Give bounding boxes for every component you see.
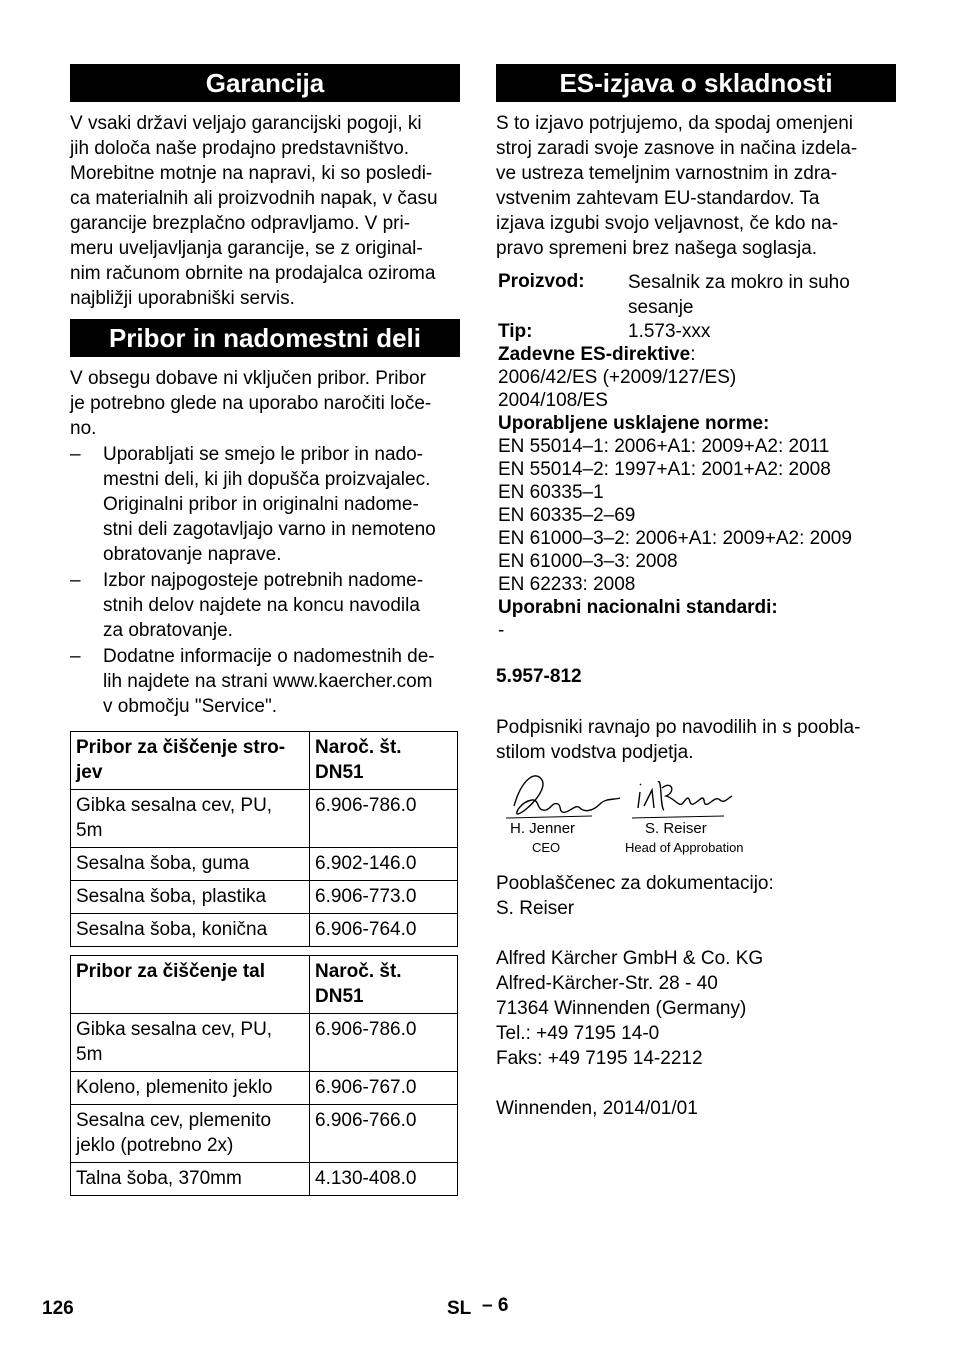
left-column bbox=[70, 64, 460, 1196]
list-item: – Dodatne informacije o nadomestnih de- lih najdete na strani www.kaercher.com v območju "Service". bbox=[70, 646, 435, 717]
accessories-intro: V obsegu dobave ni vključen pribor. Pribor je potrebno glede na uporabo naročiti loče- no. bbox=[70, 368, 432, 439]
language-code: SL bbox=[447, 1298, 472, 1319]
signer2-name: S. Reiser bbox=[645, 820, 707, 837]
table-header-cell: Naroč. št. DN51 bbox=[310, 956, 458, 1014]
type-row: Tip: 1.573-xxx bbox=[498, 321, 711, 342]
declaration-intro: S to izjavo potrjujemo, da spodaj omenjeni stroj zaradi svoje zasnove in načina izdela- ve ustreza temeljnim varnostnim in zdra- vstvenim zahtevam EU-standardov. Ta izjava izgubi svojo veljavnost, če kdo na- pravo spremeni brez našega soglasja. bbox=[496, 113, 858, 259]
table-header-row: Pribor za čiščenje tal Naroč. št. DN51 bbox=[71, 956, 458, 1014]
table-row: Sesalna šoba, plastika 6.906-773.0 bbox=[71, 881, 458, 914]
table-header-cell: Naroč. št. DN51 bbox=[310, 732, 458, 790]
machine-accessories-table bbox=[70, 731, 458, 947]
accessories-heading: Pribor in nadomestni deli bbox=[70, 319, 460, 357]
page-number: 126 bbox=[42, 1298, 74, 1319]
list-item: – Uporabljati se smejo le pribor in nado- mestni deli, ki jih dopušča proizvajalec. Originalni pribor in originalni nadome- stni deli zagotavljajo varno in nemoteno obratovanje naprave. bbox=[70, 444, 436, 565]
table-header-cell: Pribor za čiščenje stro- jev bbox=[71, 732, 310, 790]
signature-reiser-icon bbox=[632, 768, 742, 828]
norms-label: Uporabljene usklajene norme: bbox=[498, 413, 770, 434]
document-number: 5.957-812 bbox=[496, 666, 582, 687]
place-date: Winnenden, 2014/01/01 bbox=[496, 1098, 698, 1119]
table-header-row bbox=[71, 732, 458, 790]
declaration-details: Proizvod: Sesalnik za mokro in suho sesanje Tip: 1.573-xxx Zadevne ES-direktive: 2006/42/ES (+2009/127/ES) 2004/108/ES Uporabljene usklajene norme: EN 55014–1: 2006+A1: 2009+A2: 2011 EN 55014–2: 1997+A1: 2001+A2: 2008 EN 60335–1 EN 60335–2–69 EN 61000–3–2: 2006+A1: 2009+A2: 2009 EN 61000–3–3: 2008 EN 62233: 2008 Uporabni nacionalni standardi: - bbox=[496, 270, 896, 642]
declaration-heading: ES-izjava o skladnosti bbox=[496, 64, 896, 102]
table-row: Talna šoba, 370mm 4.130-408.0 bbox=[71, 1163, 458, 1196]
table-row: Sesalna šoba, konična 6.906-764.0 bbox=[71, 914, 458, 947]
signer1-role: CEO bbox=[532, 840, 561, 855]
guarantee-text: V vsaki državi veljajo garancijski pogoji, ki jih določa naše prodajno predstavništvo. Morebitne motnje na napravi, ki so posledi- ca materialnih ali proizvodnih napak, v času garancije brezplačno odpravljamo. V pri- meru uveljavljanja garancije, se z original- nim računom obrnite na prodajalca oziroma najbližji uporabniški servis. bbox=[70, 113, 438, 309]
list-item: – Izbor najpogosteje potrebnih nadome- stnih delov najdete na koncu navodila za obratovanje. bbox=[70, 570, 424, 641]
table-row: Sesalna šoba, guma 6.902-146.0 bbox=[71, 848, 458, 881]
signer1-name: H. Jenner bbox=[510, 820, 576, 837]
signature-jenner-icon bbox=[496, 768, 626, 828]
signatories-text: Podpisniki ravnajo po navodilih in s poobla- stilom vodstva podjetja. bbox=[496, 717, 861, 763]
floor-accessories-table bbox=[70, 955, 458, 1196]
signatures bbox=[496, 768, 796, 860]
table-row: Gibka sesalna cev, PU, 5m 6.906-786.0 bbox=[71, 790, 458, 848]
directives-label: Zadevne ES-direktive: bbox=[498, 344, 696, 365]
table-row: Koleno, plemenito jeklo 6.906-767.0 bbox=[71, 1072, 458, 1105]
table-row: Gibka sesalna cev, PU, 5m 6.906-786.0 bbox=[71, 1014, 458, 1072]
signer2-role: Head of Approbation bbox=[625, 840, 744, 855]
authorized-person: Pooblaščenec za dokumentacijo: S. Reiser bbox=[496, 873, 774, 919]
table-row: Sesalna cev, plemenito jeklo (potrebno 2x) 6.906-766.0 bbox=[71, 1105, 458, 1163]
company-address: Alfred Kärcher GmbH & Co. KG Alfred-Kärcher-Str. 28 - 40 71364 Winnenden (Germany) Tel.: +49 7195 14-0 Faks: +49 7195 14-2212 bbox=[496, 948, 764, 1069]
right-column bbox=[496, 64, 896, 765]
accessories-list bbox=[70, 442, 460, 719]
national-standards-label: Uporabni nacionalni standardi: bbox=[498, 597, 778, 618]
guarantee-heading: Garancija bbox=[70, 64, 460, 102]
page-reference: – 6 bbox=[482, 1295, 509, 1316]
product-row: Proizvod: Sesalnik za mokro in suho sesanje bbox=[498, 271, 850, 318]
